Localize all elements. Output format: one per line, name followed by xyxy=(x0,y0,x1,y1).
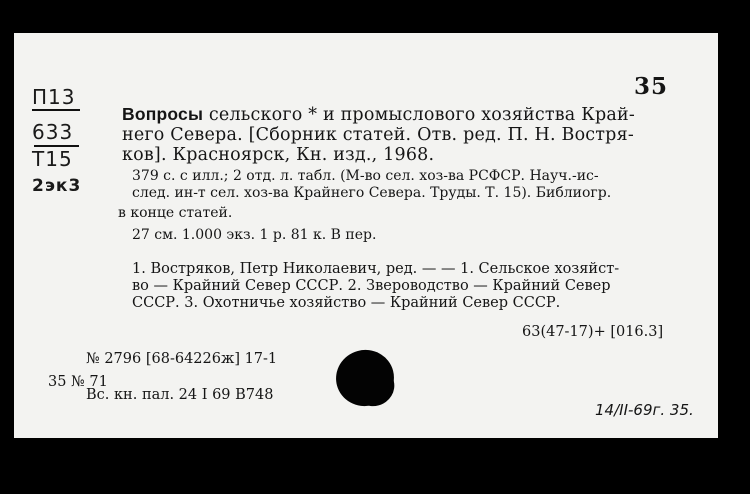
date-stamp: 14/II-69г. 35. xyxy=(595,401,694,419)
call-number-line-2: 633 xyxy=(32,120,73,144)
registration-number: № 2796 [68-64226ж] 17-1 xyxy=(86,351,278,367)
card-number: 35 xyxy=(634,73,669,100)
underline-1 xyxy=(32,109,80,111)
call-number-line-3: Т15 xyxy=(32,147,73,171)
collation-line-1: 379 с. с илл.; 2 отд. л. табл. (М-во сел. хоз-ва РСФСР. Науч.-ис- xyxy=(132,168,599,184)
tracing-line-1: 1. Востряков, Петр Николаевич, ред. — — 1. Сельское хозяйст- xyxy=(132,261,620,277)
ink-blot xyxy=(330,343,401,412)
collation-line-2: след. ин-т сел. хоз-ва Крайнего Севера. Труды. Т. 15). Библиогр. xyxy=(132,185,612,201)
title-line-2: него Севера. [Сборник статей. Отв. ред. П. Н. Востря- xyxy=(122,125,634,145)
catalog-card xyxy=(14,33,718,438)
title-line-1: Вопросы сельского * и промыслового хозяйства Край- xyxy=(122,104,635,125)
title-block xyxy=(122,104,635,165)
title-line-3: ков]. Красноярск, Кн. изд., 1968. xyxy=(122,145,435,165)
title-lead-word: Вопросы xyxy=(122,104,204,124)
call-number-line-4: 2эк3 xyxy=(32,176,82,196)
call-number-line-1: П13 xyxy=(32,85,76,109)
tracing-line-3: СССР. 3. Охотничье хозяйство — Крайний Север СССР. xyxy=(132,295,561,311)
collation-line-3: в конце статей. xyxy=(118,205,233,221)
book-chamber-line: Вс. кн. пал. 24 I 69 В748 xyxy=(86,387,274,403)
tracing-line-2: во — Крайний Север СССР. 2. Звероводство — Крайний Север xyxy=(132,278,611,294)
classification-index: 63(47-17)+ [016.3] xyxy=(522,324,664,340)
collation-line-4: 27 см. 1.000 экз. 1 р. 81 к. В пер. xyxy=(132,227,377,243)
letopis-number: 35 № 71 xyxy=(48,374,108,390)
tracing-block xyxy=(132,261,619,312)
